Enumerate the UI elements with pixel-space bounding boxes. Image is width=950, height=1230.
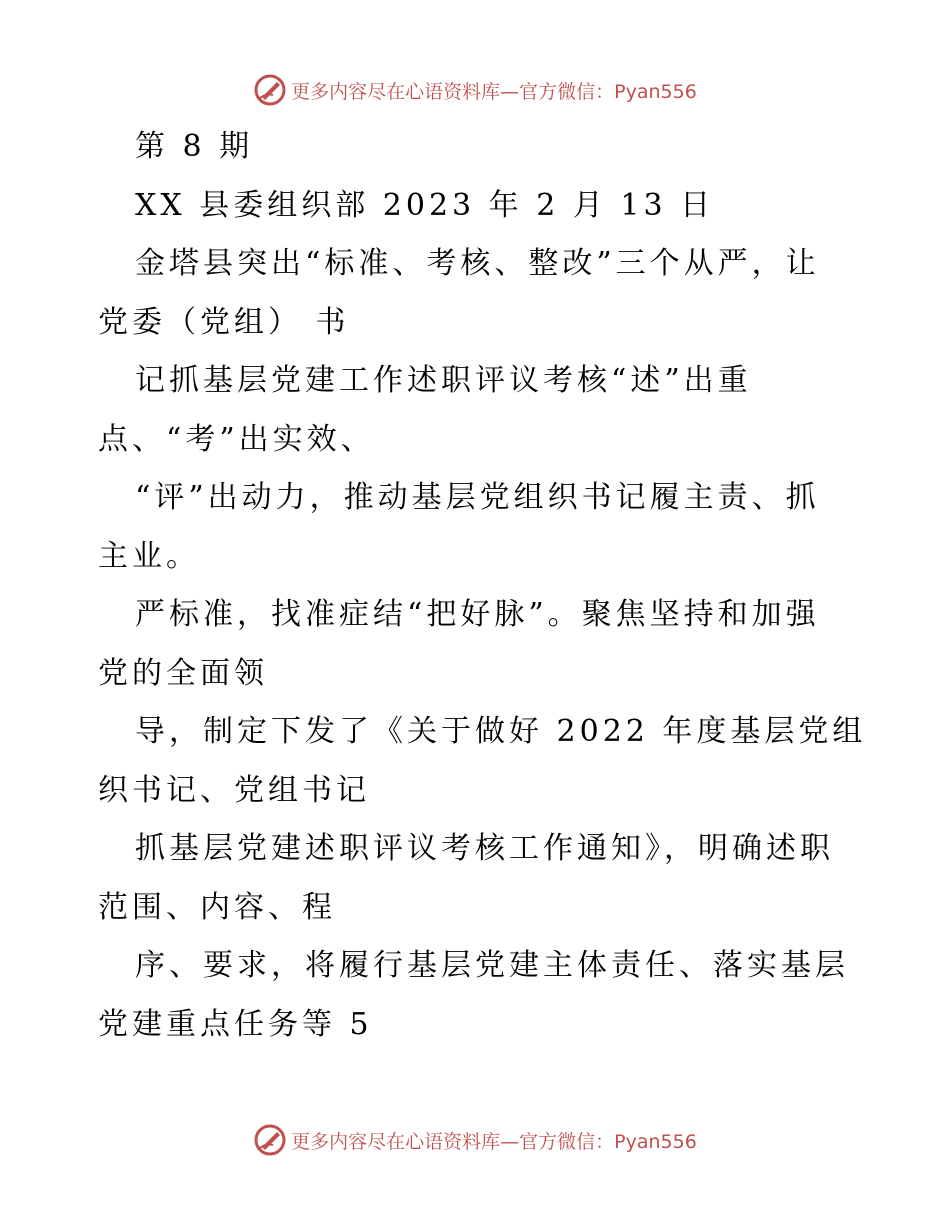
document-line: “评”出动力，推动基层党组织书记履主责、抓 — [135, 480, 820, 515]
brand-logo-icon — [253, 1123, 287, 1157]
document-line: 党建重点任务等 5 — [98, 1006, 373, 1042]
watermark-banner-top — [0, 70, 950, 110]
document-line: 序、要求，将履行基层党建主体责任、落实基层 — [135, 948, 849, 983]
document-line: 点、“考”出实效、 — [98, 421, 375, 457]
document-line: 第 8 期 — [135, 129, 254, 164]
document-line: 严标准，找准症结“把好脉”。聚焦坚持和加强 — [135, 597, 820, 632]
document-body — [98, 118, 867, 1054]
document-line: 党委（党组） 书 — [98, 304, 350, 340]
document-line: XX 县委组织部 2023 年 2 月 13 日 — [135, 187, 715, 223]
watermark-text-bottom: 更多内容尽在心语资料库—官方微信：Pyan556 — [291, 1130, 697, 1153]
document-line: 范围、内容、程 — [98, 889, 336, 925]
watermark-text-top: 更多内容尽在心语资料库—官方微信：Pyan556 — [291, 80, 697, 103]
document-line: 导，制定下发了《关于做好 2022 年度基层党组 — [135, 714, 867, 749]
document-line: 金塔县突出“标准、考核、整改”三个从严，让 — [135, 246, 820, 281]
document-line: 织书记、党组书记 — [98, 772, 370, 808]
brand-logo-icon — [253, 73, 287, 107]
document-line: 记抓基层党建工作述职评议考核“述”出重 — [135, 363, 752, 398]
document-line: 党的全面领 — [98, 655, 268, 691]
document-line: 主业。 — [98, 538, 200, 574]
document-line: 抓基层党建述职评议考核工作通知》，明确述职 — [135, 831, 834, 866]
watermark-banner-bottom — [0, 1120, 950, 1160]
